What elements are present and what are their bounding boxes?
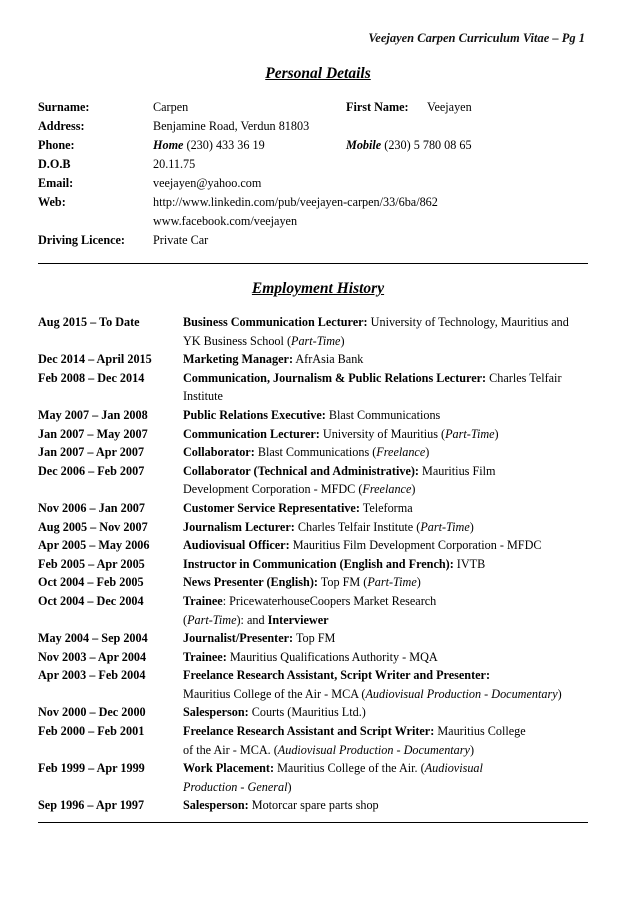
job-detail-italic: Audiovisual [424, 761, 483, 776]
job-detail-italic: Part-Time [367, 575, 417, 590]
mobile-value: (230) 5 780 08 65 [384, 138, 472, 152]
job-detail: Charles Telfair Institute ( [294, 519, 421, 534]
employment-date: Aug 2005 – Nov 2007 [38, 519, 148, 534]
employment-date: May 2004 – Sep 2004 [38, 631, 148, 646]
email-row [38, 174, 590, 193]
employment-date: Feb 2000 – Feb 2001 [38, 724, 145, 739]
job-detail-italic: Production - General [183, 779, 288, 794]
employment-date: Nov 2000 – Dec 2000 [38, 705, 146, 720]
job-detail: of the Air - MCA. ( [183, 742, 278, 757]
employment-list [38, 313, 590, 815]
employment-description [183, 592, 590, 629]
employment-entry [38, 722, 590, 759]
dob-value: 20.11.75 [153, 157, 196, 171]
employment-date: Oct 2004 – Dec 2004 [38, 593, 144, 608]
firstname-value: Veejayen [427, 100, 472, 114]
employment-entry [38, 462, 590, 499]
employment-line-1 [183, 573, 590, 592]
employment-line-1 [183, 369, 590, 388]
mobile-phone [346, 136, 472, 155]
job-detail: Charles Telfair [486, 370, 562, 385]
section-divider [38, 822, 588, 823]
job-title: Salesperson: [183, 705, 249, 720]
employment-line-1 [183, 518, 590, 537]
employment-description [183, 573, 590, 592]
employment-line-2 [183, 480, 590, 499]
employment-description [183, 648, 590, 667]
job-title: Freelance Research Assistant, Script Writer and Presenter: [183, 668, 491, 683]
employment-date: Nov 2003 – Apr 2004 [38, 649, 147, 664]
job-detail: ) [425, 445, 430, 460]
employment-line-2 [183, 685, 590, 704]
employment-line-1 [183, 313, 590, 332]
employment-line-1 [183, 350, 590, 369]
employment-entry [38, 406, 590, 425]
employment-entry [38, 369, 590, 406]
employment-entry [38, 443, 590, 462]
personal-details [38, 98, 590, 250]
employment-entry [38, 759, 590, 796]
email-label: Email: [38, 176, 74, 190]
section-title-employment-history: Employment History [251, 280, 385, 297]
employment-date: Sep 1996 – Apr 1997 [38, 798, 145, 813]
job-title: Interviewer [267, 612, 329, 627]
employment-description [183, 722, 590, 759]
employment-date: Apr 2003 – Feb 2004 [38, 668, 146, 683]
employment-date: Nov 2006 – Jan 2007 [38, 500, 145, 515]
page-header: Veejayen Carpen Curriculum Vitae – Pg 1 [368, 31, 585, 45]
section-divider [38, 263, 588, 264]
employment-line-2 [183, 741, 590, 760]
job-detail: ) [469, 519, 474, 534]
web-row [38, 193, 590, 212]
employment-line-2 [183, 387, 590, 406]
employment-description [183, 350, 590, 369]
employment-line-2 [183, 611, 590, 630]
employment-line-1 [183, 592, 590, 611]
employment-entry [38, 313, 590, 350]
phone-row [38, 136, 590, 155]
job-detail: Motorcar spare parts shop [248, 798, 379, 813]
job-detail-italic: Freelance [376, 445, 426, 460]
employment-date: Feb 2005 – Apr 2005 [38, 556, 145, 571]
employment-description [183, 462, 590, 499]
employment-description [183, 499, 590, 518]
employment-description [183, 425, 590, 444]
employment-description [183, 536, 590, 555]
job-detail: ) [287, 779, 292, 794]
job-detail-italic: Audiovisual Production - Documentary [277, 742, 470, 757]
job-detail: University of Technology, Mauritius and [367, 315, 569, 329]
job-detail: Teleforma [359, 500, 413, 515]
dob-row [38, 155, 590, 174]
address-label: Address: [38, 119, 85, 133]
web-row-2 [38, 212, 590, 231]
address-row [38, 117, 590, 136]
surname-label: Surname: [38, 100, 90, 114]
firstname-label: First Name: [346, 100, 409, 114]
employment-entry [38, 499, 590, 518]
employment-description [183, 369, 590, 406]
web-label: Web: [38, 195, 66, 209]
job-detail: ) [340, 333, 345, 348]
employment-date: Feb 2008 – Dec 2014 [38, 370, 145, 385]
employment-date: Jan 2007 – May 2007 [38, 426, 148, 441]
employment-entry [38, 573, 590, 592]
job-title: Customer Service Representative: [183, 500, 360, 515]
surname-value: Carpen [153, 100, 189, 114]
job-detail: Development Corporation - MFDC ( [183, 482, 363, 497]
email-value[interactable]: veejayen@yahoo.com [153, 176, 262, 190]
job-detail: ( [183, 612, 188, 627]
employment-entry [38, 536, 590, 555]
job-detail: Mauritius Film Development Corporation - MFDC [289, 538, 542, 553]
job-title: Journalism Lecturer: [183, 519, 295, 534]
job-detail-italic: Part-Time [291, 333, 341, 348]
job-title: Trainee: [183, 649, 227, 664]
address-value: Benjamine Road, Verdun 81803 [153, 119, 310, 133]
employment-entry [38, 703, 590, 722]
employment-line-1 [183, 462, 590, 481]
employment-line-1 [183, 759, 590, 778]
employment-description [183, 518, 590, 537]
employment-description [183, 666, 590, 703]
employment-description [183, 555, 590, 574]
employment-date: May 2007 – Jan 2008 [38, 407, 148, 422]
job-detail: University of Mauritius ( [319, 426, 446, 441]
employment-date: Aug 2015 – To Date [38, 315, 140, 329]
licence-row [38, 231, 590, 250]
job-title: Collaborator: [183, 445, 255, 460]
job-detail: Courts (Mauritius Ltd.) [248, 705, 366, 720]
job-detail: ) [411, 482, 416, 497]
job-title: Trainee [183, 593, 223, 608]
job-detail-italic: Audiovisual Production - Documentary [365, 686, 558, 701]
surname-row [38, 98, 590, 117]
web-link-linkedin[interactable]: http://www.linkedin.com/pub/veejayen-carpen/33/6ba/862 [153, 195, 438, 209]
employment-line-2 [183, 332, 590, 351]
home-phone [153, 136, 265, 155]
employment-date: Jan 2007 – Apr 2007 [38, 445, 145, 460]
job-title: Audiovisual Officer: [183, 538, 290, 553]
job-detail: : PricewaterhouseCoopers Market Research [222, 593, 437, 608]
employment-date: Feb 1999 – Apr 1999 [38, 761, 145, 776]
job-detail: IVTB [453, 556, 486, 571]
employment-line-1 [183, 629, 590, 648]
job-detail: Mauritius College of the Air - MCA ( [183, 686, 366, 701]
employment-line-1 [183, 555, 590, 574]
job-detail: ) [416, 575, 421, 590]
job-title: Marketing Manager: [183, 352, 293, 367]
employment-line-1 [183, 722, 590, 741]
job-title: Communication Lecturer: [183, 426, 320, 441]
job-title: Journalist/Presenter: [183, 631, 294, 646]
job-detail: ): and [236, 612, 268, 627]
employment-entry [38, 629, 590, 648]
employment-line-1 [183, 703, 590, 722]
job-detail: Blast Communications [325, 407, 441, 422]
job-detail: AfrAsia Bank [293, 352, 364, 367]
employment-description [183, 313, 590, 350]
web-link-facebook[interactable]: www.facebook.com/veejayen [153, 214, 298, 228]
employment-line-1 [183, 648, 590, 667]
job-detail: Mauritius College of the Air. ( [274, 761, 425, 776]
employment-line-1 [183, 666, 590, 685]
job-detail-italic: Freelance [362, 482, 412, 497]
employment-description [183, 759, 590, 796]
employment-entry [38, 796, 590, 815]
employment-entry [38, 648, 590, 667]
job-detail: ) [557, 686, 562, 701]
licence-label: Driving Licence: [38, 233, 125, 247]
employment-date: Dec 2006 – Feb 2007 [38, 463, 145, 478]
dob-label: D.O.B [38, 157, 71, 171]
mobile-label: Mobile [346, 138, 382, 152]
employment-entry [38, 555, 590, 574]
employment-entry [38, 666, 590, 703]
employment-entry [38, 518, 590, 537]
job-detail: Mauritius College [434, 724, 526, 739]
job-title: Communication, Journalism & Public Relations Lecturer: [183, 370, 487, 385]
job-detail: Top FM [293, 631, 336, 646]
phone-label: Phone: [38, 138, 75, 152]
job-detail: YK Business School ( [183, 333, 291, 348]
job-detail: Blast Communications ( [254, 445, 377, 460]
job-title: Business Communication Lecturer: [183, 315, 368, 329]
employment-line-1 [183, 536, 590, 555]
job-title: Collaborator (Technical and Administrative): [183, 463, 419, 478]
job-title: Salesperson: [183, 798, 249, 813]
job-title: Work Placement: [183, 761, 275, 776]
employment-entry [38, 350, 590, 369]
employment-line-1 [183, 499, 590, 518]
employment-line-1 [183, 425, 590, 444]
job-detail-italic: Part-Time [420, 519, 470, 534]
job-detail: ) [494, 426, 499, 441]
job-title: News Presenter (English): [183, 575, 318, 590]
section-title-personal-details: Personal Details [265, 65, 371, 82]
licence-value: Private Car [153, 233, 209, 247]
job-detail: Mauritius Film [418, 463, 496, 478]
employment-line-2 [183, 778, 590, 797]
job-detail: Institute [183, 389, 223, 404]
employment-description [183, 406, 590, 425]
employment-description [183, 703, 590, 722]
employment-date: Dec 2014 – April 2015 [38, 352, 152, 367]
job-detail: ) [469, 742, 474, 757]
job-detail-italic: Part-Time [187, 612, 237, 627]
employment-line-1 [183, 796, 590, 815]
job-detail-italic: Part-Time [445, 426, 495, 441]
job-title: Instructor in Communication (English and French): [183, 556, 454, 571]
employment-line-1 [183, 443, 590, 462]
employment-description [183, 443, 590, 462]
job-detail: Top FM ( [317, 575, 368, 590]
employment-date: Apr 2005 – May 2006 [38, 538, 150, 553]
home-label: Home [153, 138, 184, 152]
job-title: Public Relations Executive: [183, 407, 326, 422]
employment-description [183, 629, 590, 648]
job-title: Freelance Research Assistant and Script Writer: [183, 724, 435, 739]
home-value: (230) 433 36 19 [186, 138, 265, 152]
employment-entry [38, 425, 590, 444]
job-detail: Mauritius Qualifications Authority - MQA [226, 649, 438, 664]
employment-date: Oct 2004 – Feb 2005 [38, 575, 144, 590]
employment-description [183, 796, 590, 815]
employment-line-1 [183, 406, 590, 425]
employment-entry [38, 592, 590, 629]
